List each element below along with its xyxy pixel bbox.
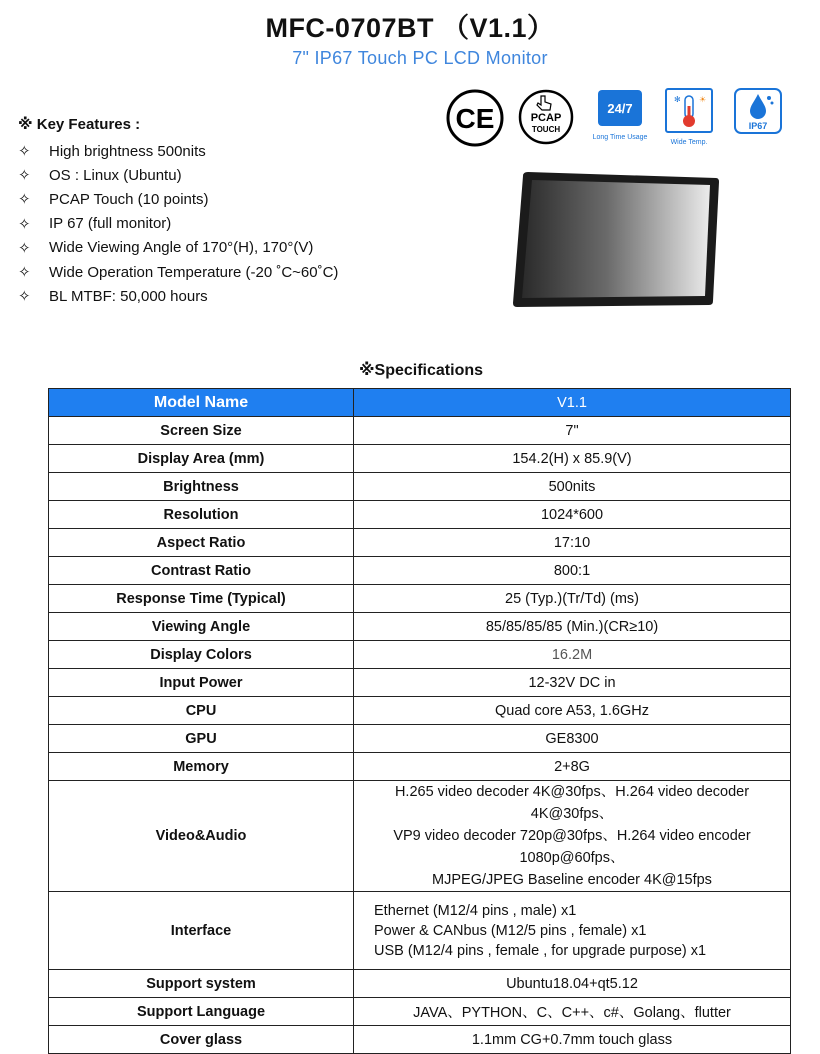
longtime-caption: Long Time Usage: [592, 134, 648, 141]
sparkle-bullet-icon: ✧: [18, 191, 31, 209]
spec-value: 16.2M: [354, 641, 791, 669]
ce-label: CE: [455, 103, 495, 134]
spec-value-line: MJPEG/JPEG Baseline encoder 4K@15fps: [432, 872, 712, 888]
spec-value-line: Ethernet (M12/4 pins , male) x1: [374, 902, 577, 919]
spec-value: 17:10: [354, 529, 791, 557]
feature-text: OS : Linux (Ubuntu): [49, 166, 182, 184]
sparkle-bullet-icon: ✧: [18, 167, 31, 185]
spec-value: [354, 892, 791, 970]
feature-item: [18, 236, 338, 260]
spec-label: Video&Audio: [49, 781, 354, 892]
table-row: [49, 585, 791, 613]
spec-value-line: VP9 video decoder 720p@30fps、H.264 video encoder: [393, 828, 751, 844]
spec-label: Response Time (Typical): [49, 585, 354, 613]
certification-icons: [445, 88, 790, 148]
specifications-table: [48, 388, 791, 1054]
ce-mark-icon: [445, 88, 505, 148]
spec-label: Viewing Angle: [49, 613, 354, 641]
table-row: [49, 613, 791, 641]
spec-value: 85/85/85/85 (Min.)(CR≥10): [354, 613, 791, 641]
widetemp-caption: Wide Temp.: [670, 139, 708, 146]
spec-value: Ubuntu18.04+qt5.12: [354, 970, 791, 998]
table-row: [49, 892, 791, 970]
sparkle-bullet-icon: ✧: [18, 264, 31, 282]
table-row: [49, 445, 791, 473]
spec-label: Display Area (mm): [49, 445, 354, 473]
spec-value: [354, 781, 791, 892]
table-row: [49, 473, 791, 501]
spec-label: Display Colors: [49, 641, 354, 669]
spec-label: Memory: [49, 753, 354, 781]
spec-value-line: 1080p@60fps、: [519, 850, 625, 866]
spec-value-line: H.265 video decoder 4K@30fps、H.264 video decoder: [394, 784, 750, 800]
spec-value: Quad core A53, 1.6GHz: [354, 697, 791, 725]
table-row: [49, 557, 791, 585]
svg-text:☀: ☀: [699, 95, 707, 104]
pcap-label: PCAP: [530, 112, 562, 124]
table-row: [49, 669, 791, 697]
table-row: [49, 501, 791, 529]
feature-text: IP 67 (full monitor): [49, 215, 172, 233]
spec-value: 12-32V DC in: [354, 669, 791, 697]
long-time-usage-icon: [590, 90, 654, 146]
sparkle-bullet-icon: ✧: [18, 143, 31, 161]
spec-label: CPU: [49, 697, 354, 725]
table-row: [49, 781, 791, 892]
spec-label: Brightness: [49, 473, 354, 501]
key-features: [18, 115, 338, 308]
pcap-sublabel: TOUCH: [531, 125, 561, 134]
feature-item: [18, 187, 338, 211]
table-row: [49, 697, 791, 725]
spec-value: 500nits: [354, 473, 791, 501]
feature-item: [18, 284, 338, 308]
feature-text: High brightness 500nits: [49, 142, 206, 160]
feature-item: [18, 139, 338, 163]
longtime-badge: 24/7: [607, 101, 633, 116]
spec-value: 25 (Typ.)(Tr/Td) (ms): [354, 585, 791, 613]
spec-label: Aspect Ratio: [49, 529, 354, 557]
spec-value: JAVA、PYTHON、C、C++、c#、Golang、flutter: [354, 998, 791, 1026]
spec-value-line: Power & CANbus (M12/5 pins , female) x1: [374, 922, 647, 939]
spec-label: Contrast Ratio: [49, 557, 354, 585]
page-title: MFC-0707BT （V1.1）: [265, 13, 555, 43]
pcap-touch-icon: [517, 88, 575, 146]
spec-label: Input Power: [49, 669, 354, 697]
table-row: [49, 529, 791, 557]
specifications-heading: ※Specifications: [358, 362, 484, 379]
table-row: [49, 970, 791, 998]
spec-label: Screen Size: [49, 417, 354, 445]
spec-label: Interface: [49, 892, 354, 970]
table-row: [49, 725, 791, 753]
table-row: [49, 998, 791, 1026]
thermometer-icon: [663, 88, 717, 148]
spec-value: 800:1: [354, 557, 791, 585]
svg-text:✻: ✻: [674, 95, 681, 104]
spec-value-line: 4K@30fps、: [530, 806, 614, 822]
spec-value: 1.1mm CG+0.7mm touch glass: [354, 1026, 791, 1054]
page-subtitle: 7" IP67 Touch PC LCD Monitor: [292, 48, 548, 68]
table-row: [49, 417, 791, 445]
spec-value: 1024*600: [354, 501, 791, 529]
ip67-waterproof-icon: [734, 88, 784, 136]
spec-label: GPU: [49, 725, 354, 753]
feature-item: [18, 260, 338, 284]
spec-value: 2+8G: [354, 753, 791, 781]
spec-label: Support Language: [49, 998, 354, 1026]
spec-value: 7": [354, 417, 791, 445]
spec-label: Support system: [49, 970, 354, 998]
spec-value-line: USB (M12/4 pins , female , for upgrade purpose) x1: [374, 942, 707, 959]
spec-value: 154.2(H) x 85.9(V): [354, 445, 791, 473]
feature-item: [18, 163, 338, 187]
sparkle-bullet-icon: ✧: [18, 239, 31, 257]
feature-item: [18, 212, 338, 236]
monitor-product-image: [510, 170, 720, 308]
feature-text: Wide Viewing Angle of 170°(H), 170°(V): [49, 239, 314, 257]
ip67-badge: IP67: [748, 121, 768, 131]
feature-text: PCAP Touch (10 points): [49, 190, 209, 208]
feature-text: BL MTBF: 50,000 hours: [49, 287, 208, 305]
table-header-row: [49, 389, 791, 417]
spec-label: Cover glass: [49, 1026, 354, 1054]
spec-value: GE8300: [354, 725, 791, 753]
feature-text: Wide Operation Temperature (-20 ˚C~60˚C): [49, 263, 339, 281]
table-row: [49, 641, 791, 669]
spec-label: Resolution: [49, 501, 354, 529]
key-features-heading: ※ Key Features :: [18, 116, 141, 133]
sparkle-bullet-icon: ✧: [18, 288, 31, 306]
table-row: [49, 753, 791, 781]
sparkle-bullet-icon: ✧: [18, 215, 31, 233]
spec-value: V1.1: [354, 389, 791, 417]
spec-label: Model Name: [49, 389, 354, 417]
